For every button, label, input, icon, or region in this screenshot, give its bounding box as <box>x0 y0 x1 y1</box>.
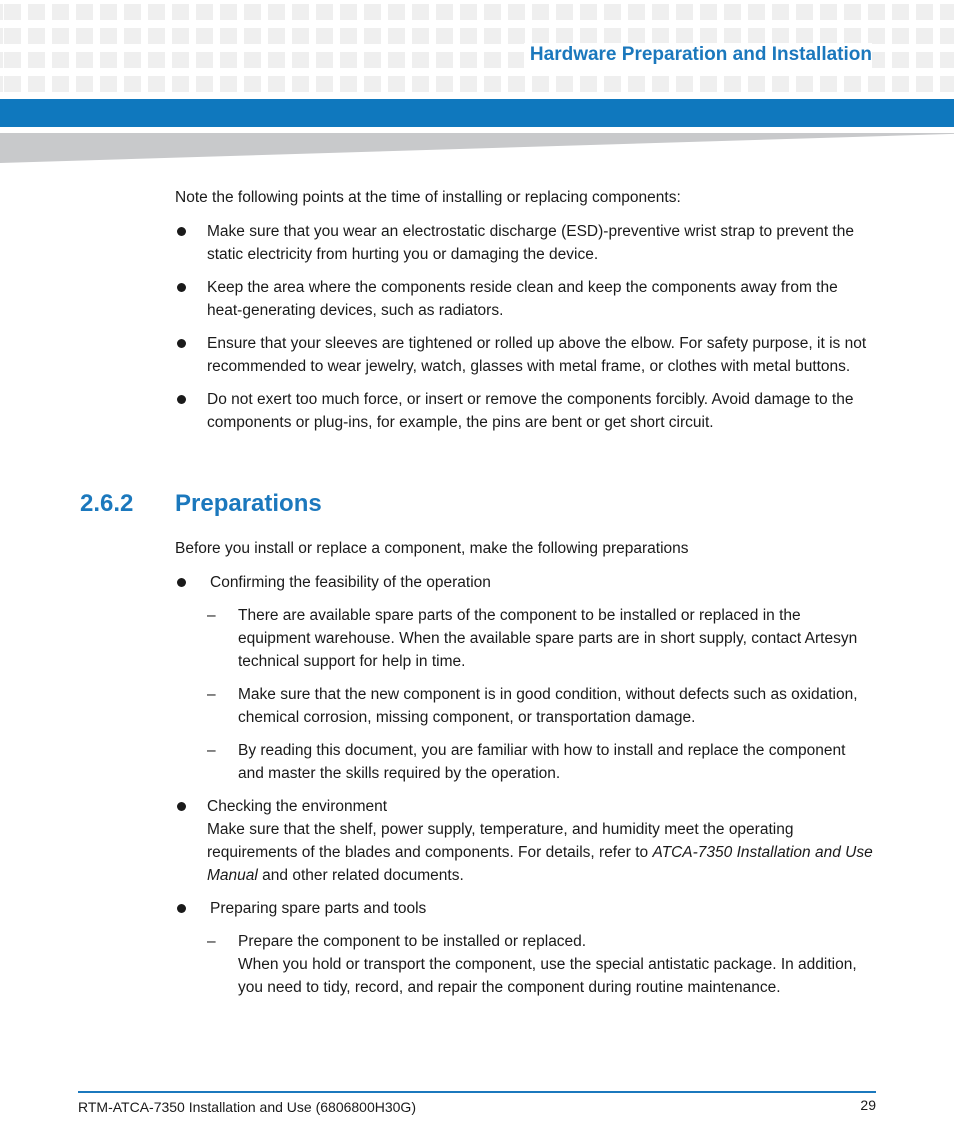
preparations-list <box>175 571 875 999</box>
bullet-icon <box>177 339 186 348</box>
sub-list <box>207 604 875 785</box>
list-item: Confirming the feasibility of the operation – There are available spare parts of the component to be installed or replaced in the equipment warehouse. When the available spare parts are in short supply, contact Artesyn technical support for help in time. – Make sure that the new component is in good condition, without defects such as oxidation, chemical corrosion, missing component, or transportation damage. – By reading this document, you are familiar with how to install and replace the component and master the skills required by the operation. <box>175 571 875 785</box>
manual-reference: ATCA-7350 Installation and Use Manual <box>207 844 873 884</box>
list-item: Ensure that your sleeves are tightened or rolled up above the elbow. For safety purpose, it is not recommended to wear jewelry, watch, glasses with metal frame, or clothes with metal buttons. <box>175 332 875 378</box>
list-item: Checking the environment Make sure that the shelf, power supply, temperature, and humidity meet the operating requirements of the blades and components. For details, refer to ATCA-7350 Installation and Use Manual and other related documents. <box>175 795 875 887</box>
footer-doc-title: RTM-ATCA-7350 Installation and Use (6806800H30G) <box>78 1099 416 1115</box>
sub-list-item: – There are available spare parts of the component to be installed or replaced in the equipment warehouse. When the available spare parts are in short supply, contact Artesyn technical support for help in time. <box>207 607 858 670</box>
bullet-icon <box>177 802 186 811</box>
list-item: Keep the area where the components reside clean and keep the components away from the heat-generating devices, such as radiators. <box>175 276 875 322</box>
running-header-title: Hardware Preparation and Installation <box>524 43 872 68</box>
bullet-icon <box>177 578 186 587</box>
preparations-block <box>175 537 875 1009</box>
list-item: Make sure that you wear an electrostatic discharge (ESD)-preventive wrist strap to prevent the static electricity from hurting you or damaging the device. <box>175 220 875 266</box>
header-gray-wedge <box>0 133 954 163</box>
footer-rule <box>78 1091 876 1093</box>
section-intro: Before you install or replace a component, make the following preparations <box>175 540 689 557</box>
section-number: 2.6.2 <box>80 490 134 517</box>
section-title: Preparations <box>175 490 322 517</box>
list-item: Do not exert too much force, or insert or remove the components forcibly. Avoid damage to the components or plug-ins, for example, the pins are bent or get short circuit. <box>175 388 875 434</box>
list-item: Preparing spare parts and tools – Prepare the component to be installed or replaced. When you hold or transport the component, use the special antistatic package. In addition, you need to tidy, record, and repair the component during routine maintenance. <box>175 897 875 999</box>
section-heading <box>80 490 322 518</box>
bullet-icon <box>177 904 186 913</box>
notes-block <box>175 186 875 444</box>
sub-list-item: – Prepare the component to be installed or replaced. When you hold or transport the component, use the special antistatic package. In addition, you need to tidy, record, and repair the component during routine maintenance. <box>207 933 857 996</box>
bullet-icon <box>177 283 186 292</box>
notes-list <box>175 220 875 434</box>
bullet-icon <box>177 395 186 404</box>
sub-list <box>207 930 875 999</box>
notes-intro: Note the following points at the time of installing or replacing components: <box>175 189 681 206</box>
sub-list-item: – Make sure that the new component is in good condition, without defects such as oxidation, chemical corrosion, missing component, or transportation damage. <box>207 686 858 726</box>
page-number: 29 <box>860 1097 876 1113</box>
sub-list-item: – By reading this document, you are familiar with how to install and replace the component and master the skills required by the operation. <box>207 742 846 782</box>
header-blue-band <box>0 99 954 127</box>
bullet-icon <box>177 227 186 236</box>
